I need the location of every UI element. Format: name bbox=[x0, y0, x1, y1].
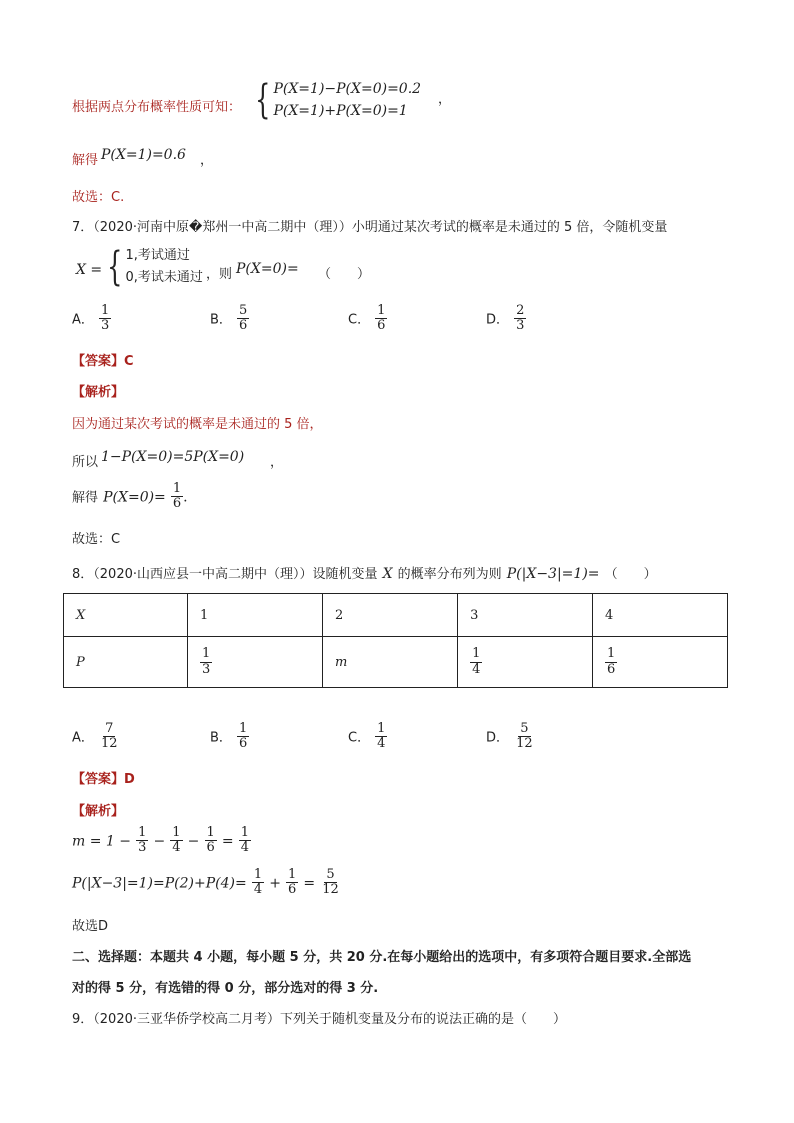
cell-denominator: 6 bbox=[607, 661, 616, 677]
q7-line3-denominator: 6 bbox=[172, 496, 182, 512]
option-label: A． bbox=[72, 730, 94, 746]
option-numerator: 5 bbox=[239, 303, 248, 318]
q7-line2-label: 所以 bbox=[72, 455, 99, 470]
option-denominator: 3 bbox=[101, 318, 110, 334]
table-row bbox=[64, 637, 728, 688]
q7-line2-end: ， bbox=[270, 455, 284, 470]
q8-stem-a: 8．（2020·山西应县一中高二期中（理））设随机变量 bbox=[72, 567, 378, 582]
q8-stem-expr: P(|X−3|=1)= bbox=[506, 566, 600, 582]
frac-numerator: 1 bbox=[288, 867, 297, 882]
table-cell: P bbox=[64, 637, 188, 688]
option-numerator: 1 bbox=[101, 303, 110, 318]
plus-sign: + bbox=[269, 875, 281, 892]
q8-option-b bbox=[210, 722, 249, 752]
option-denominator: 12 bbox=[101, 736, 118, 752]
q8-option-a bbox=[72, 722, 120, 752]
frac-denominator: 6 bbox=[288, 882, 297, 898]
cell-numerator: 1 bbox=[607, 646, 616, 662]
table-cell: 2 bbox=[322, 594, 457, 637]
q7-line3 bbox=[72, 482, 188, 512]
q8-stem-paren: （ ） bbox=[604, 567, 657, 582]
table-cell: m bbox=[322, 637, 457, 688]
q7-var: X = bbox=[76, 262, 103, 278]
block1-eq2: P(X=1)+P(X=0)=1 bbox=[273, 103, 408, 119]
option-label: B． bbox=[210, 730, 232, 746]
left-brace: { bbox=[107, 244, 123, 290]
option-numerator: 5 bbox=[520, 721, 529, 736]
option-numerator: 1 bbox=[377, 721, 386, 736]
q7-line3-end: . bbox=[183, 489, 188, 506]
q7-option-b bbox=[210, 304, 249, 334]
cell-denominator: 4 bbox=[472, 661, 481, 677]
option-denominator: 3 bbox=[516, 318, 525, 334]
q7-ask-prefix: ，则 bbox=[206, 267, 233, 282]
q7-ask-expr: P(X=0)= bbox=[236, 261, 299, 277]
option-numerator: 7 bbox=[105, 721, 114, 736]
q8-option-d bbox=[486, 722, 535, 752]
block1-solve-expr: P(X=1)=0.6 bbox=[101, 147, 186, 163]
frac-denominator: 3 bbox=[138, 840, 147, 856]
q7-line3-numerator: 1 bbox=[172, 481, 182, 496]
q8-m-lhs: m = 1 − bbox=[72, 833, 131, 850]
block1-trail: ， bbox=[438, 92, 452, 107]
table-cell: 1 bbox=[188, 594, 323, 637]
option-label: B． bbox=[210, 312, 232, 328]
left-brace: { bbox=[255, 77, 271, 123]
minus-sign: − bbox=[187, 833, 200, 850]
q7-choice: 故选：C bbox=[72, 532, 121, 547]
q7-piecewise bbox=[102, 245, 203, 289]
frac-denominator: 4 bbox=[240, 840, 249, 856]
frac-numerator: 5 bbox=[326, 867, 335, 882]
q7-line3-label: 解得 bbox=[72, 490, 99, 506]
q8-option-c bbox=[348, 722, 387, 752]
block1-choice: 故选：C. bbox=[72, 190, 125, 205]
equals-sign: = bbox=[221, 833, 234, 850]
option-label: D． bbox=[486, 730, 510, 746]
option-denominator: 6 bbox=[377, 318, 386, 334]
q7-option-c bbox=[348, 304, 387, 334]
q7-case2: 0,考试未通过 bbox=[125, 270, 203, 285]
section2-line2: 对的得 5 分，有选错的得 0 分，部分选对的得 3 分. bbox=[72, 981, 379, 996]
cell-numerator: 1 bbox=[472, 646, 481, 662]
frac-numerator: 1 bbox=[253, 867, 263, 882]
frac-numerator: 1 bbox=[172, 825, 181, 840]
table-cell bbox=[188, 637, 323, 688]
q8-stem-var: X bbox=[382, 566, 393, 582]
q7-analysis-line1: 因为通过某次考试的概率是未通过的 5 倍， bbox=[72, 417, 323, 432]
q8-p-line bbox=[72, 868, 341, 898]
cell-numerator: 1 bbox=[202, 646, 211, 662]
q7-option-d bbox=[486, 304, 526, 334]
option-label: A． bbox=[72, 312, 94, 328]
option-numerator: 2 bbox=[516, 303, 525, 318]
option-numerator: 1 bbox=[239, 721, 248, 736]
frac-denominator: 12 bbox=[322, 882, 339, 898]
option-denominator: 6 bbox=[239, 318, 248, 334]
frac-numerator: 1 bbox=[206, 825, 215, 840]
frac-denominator: 4 bbox=[253, 882, 263, 898]
frac-denominator: 4 bbox=[172, 840, 181, 856]
table-row bbox=[64, 594, 728, 637]
q7-case1: 1,考试通过 bbox=[125, 248, 190, 263]
frac-denominator: 6 bbox=[206, 840, 215, 856]
block1-eq1: P(X=1)−P(X=0)=0.2 bbox=[273, 81, 422, 97]
equals-sign: = bbox=[303, 875, 316, 892]
frac-numerator: 1 bbox=[138, 825, 147, 840]
q7-ask-paren: （ ） bbox=[318, 267, 371, 282]
q8-p-lhs: P(|X−3|=1)=P(2)+P(4)= bbox=[72, 875, 247, 892]
q8-answer: 【答案】D bbox=[72, 772, 135, 787]
cell-denominator: 3 bbox=[202, 661, 211, 677]
table-cell: X bbox=[64, 594, 188, 637]
q7-line3-expr: P(X=0)= bbox=[103, 489, 166, 506]
option-label: C． bbox=[348, 312, 371, 328]
block1-solve-label: 解得 bbox=[72, 153, 99, 168]
q7-analysis-heading: 【解析】 bbox=[72, 385, 125, 400]
q7-line2-expr: 1−P(X=0)=5P(X=0) bbox=[101, 449, 245, 465]
block1-intro: 根据两点分布概率性质可知： bbox=[72, 100, 242, 115]
q7-answer: 【答案】C bbox=[72, 354, 134, 369]
q7-option-a bbox=[72, 304, 111, 334]
block1-solve-end: ， bbox=[200, 153, 214, 168]
option-label: D． bbox=[486, 312, 510, 328]
section2-line1: 二、选择题：本题共 4 小题，每小题 5 分，共 20 分.在每小题给出的选项中，有多项符合题目要求.全部选 bbox=[72, 950, 692, 965]
table-cell bbox=[593, 637, 728, 688]
table-cell: 3 bbox=[458, 594, 593, 637]
table-cell bbox=[458, 637, 593, 688]
block1-equation-system bbox=[250, 78, 421, 122]
q8-m-line bbox=[72, 826, 251, 856]
distribution-table bbox=[63, 593, 728, 688]
q8-stem bbox=[72, 563, 657, 582]
q9-stem: 9．（2020·三亚华侨学校高二月考）下列关于随机变量及分布的说法正确的是（ ） bbox=[72, 1012, 566, 1027]
minus-sign: − bbox=[153, 833, 166, 850]
option-denominator: 4 bbox=[377, 736, 386, 752]
frac-numerator: 1 bbox=[240, 825, 249, 840]
q7-stem: 7．（2020·河南中原�郑州一中高二期中（理））小明通过某次考试的概率是未通过的 5 倍，令随机变量 bbox=[72, 220, 668, 235]
option-numerator: 1 bbox=[377, 303, 386, 318]
option-label: C． bbox=[348, 730, 371, 746]
option-denominator: 6 bbox=[239, 736, 248, 752]
q8-choice: 故选D bbox=[72, 919, 109, 934]
table-cell: 4 bbox=[593, 594, 728, 637]
q8-stem-b: 的概率分布列为则 bbox=[397, 567, 502, 582]
q8-analysis-heading: 【解析】 bbox=[72, 804, 125, 819]
option-denominator: 12 bbox=[516, 736, 533, 752]
